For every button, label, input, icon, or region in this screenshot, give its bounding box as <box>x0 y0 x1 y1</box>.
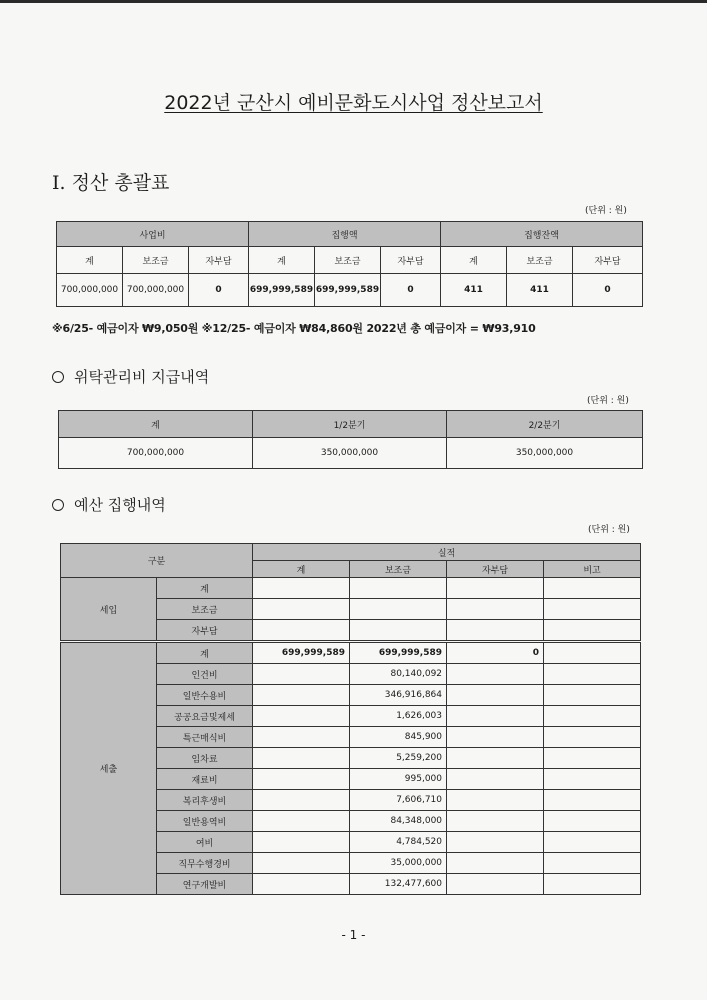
budget-item-label: 인건비 <box>157 664 253 685</box>
budget-self <box>447 874 544 895</box>
mgmt-value: 700,000,000 <box>59 438 253 469</box>
summary-group-header: 집행잔액 <box>441 222 643 247</box>
budget-note <box>544 874 641 895</box>
scan-edge-line <box>0 0 707 3</box>
budget-subsidy <box>350 620 447 642</box>
budget-sub-header: 계 <box>253 561 350 578</box>
circle-bullet-icon <box>52 371 64 383</box>
budget-self: 0 <box>447 642 544 664</box>
budget-total <box>253 769 350 790</box>
section-heading-budget: 예산 집행내역 <box>52 494 166 515</box>
budget-table <box>60 543 641 895</box>
summary-sub-header: 계 <box>441 247 507 274</box>
budget-note <box>544 832 641 853</box>
budget-note <box>544 685 641 706</box>
budget-subsidy: 7,606,710 <box>350 790 447 811</box>
summary-value: 699,999,589 <box>315 274 381 307</box>
budget-total: 699,999,589 <box>253 642 350 664</box>
budget-self <box>447 578 544 599</box>
budget-note <box>544 578 641 599</box>
budget-total <box>253 664 350 685</box>
budget-item-label: 계 <box>157 642 253 664</box>
budget-item-label: 임차료 <box>157 748 253 769</box>
summary-value: 700,000,000 <box>123 274 189 307</box>
budget-subsidy: 845,900 <box>350 727 447 748</box>
summary-sub-header: 자부담 <box>381 247 441 274</box>
summary-sub-header: 보조금 <box>123 247 189 274</box>
budget-total <box>253 811 350 832</box>
budget-actual-header: 실적 <box>253 544 641 561</box>
budget-sub-header: 보조금 <box>350 561 447 578</box>
budget-total <box>253 620 350 642</box>
budget-item-label: 여비 <box>157 832 253 853</box>
budget-note <box>544 642 641 664</box>
budget-total <box>253 706 350 727</box>
section-heading-summary: I. 정산 총괄표 <box>52 172 170 194</box>
budget-group-label: 세출 <box>61 642 157 895</box>
budget-self <box>447 790 544 811</box>
summary-sub-header: 계 <box>57 247 123 274</box>
budget-self <box>447 620 544 642</box>
budget-self <box>447 811 544 832</box>
budget-self <box>447 853 544 874</box>
mgmt-value: 350,000,000 <box>253 438 447 469</box>
budget-item-label: 보조금 <box>157 599 253 620</box>
budget-total <box>253 748 350 769</box>
mgmt-header: 계 <box>59 411 253 438</box>
summary-sub-header: 계 <box>249 247 315 274</box>
budget-subsidy <box>350 599 447 620</box>
mgmt-header: 1/2분기 <box>253 411 447 438</box>
unit-label: (단위 : 원) <box>585 206 627 216</box>
budget-note <box>544 727 641 748</box>
budget-self <box>447 685 544 706</box>
budget-total <box>253 790 350 811</box>
page-number: - 1 - <box>341 928 366 942</box>
table-row <box>61 642 641 664</box>
mgmt-header: 2/2분기 <box>447 411 643 438</box>
budget-total <box>253 832 350 853</box>
unit-label: (단위 : 원) <box>588 525 630 535</box>
table-row <box>61 578 641 599</box>
budget-subsidy: 1,626,003 <box>350 706 447 727</box>
budget-item-label: 특근매식비 <box>157 727 253 748</box>
budget-subsidy: 132,477,600 <box>350 874 447 895</box>
budget-subsidy: 4,784,520 <box>350 832 447 853</box>
budget-total <box>253 727 350 748</box>
budget-subsidy: 5,259,200 <box>350 748 447 769</box>
summary-value: 411 <box>507 274 573 307</box>
budget-self <box>447 599 544 620</box>
summary-group-header: 사업비 <box>57 222 249 247</box>
mgmt-value: 350,000,000 <box>447 438 643 469</box>
budget-item-label: 일반용역비 <box>157 811 253 832</box>
budget-note <box>544 853 641 874</box>
budget-item-label: 일반수용비 <box>157 685 253 706</box>
budget-total <box>253 578 350 599</box>
summary-sub-header: 자부담 <box>189 247 249 274</box>
summary-value: 700,000,000 <box>57 274 123 307</box>
budget-self <box>447 706 544 727</box>
budget-item-label: 복리후생비 <box>157 790 253 811</box>
summary-value: 0 <box>189 274 249 307</box>
budget-item-label: 자부담 <box>157 620 253 642</box>
budget-self <box>447 748 544 769</box>
budget-note <box>544 790 641 811</box>
budget-subsidy: 80,140,092 <box>350 664 447 685</box>
budget-sub-header: 자부담 <box>447 561 544 578</box>
budget-note <box>544 748 641 769</box>
budget-subsidy: 995,000 <box>350 769 447 790</box>
summary-table <box>56 221 643 307</box>
budget-category-header: 구분 <box>61 544 253 578</box>
budget-subsidy <box>350 578 447 599</box>
budget-note <box>544 769 641 790</box>
budget-total <box>253 599 350 620</box>
summary-value: 0 <box>573 274 643 307</box>
summary-sub-header: 보조금 <box>507 247 573 274</box>
unit-label: (단위 : 원) <box>587 396 629 406</box>
budget-item-label: 직무수행경비 <box>157 853 253 874</box>
budget-subsidy: 35,000,000 <box>350 853 447 874</box>
budget-note <box>544 811 641 832</box>
summary-value: 411 <box>441 274 507 307</box>
budget-item-label: 연구개발비 <box>157 874 253 895</box>
budget-subsidy: 84,348,000 <box>350 811 447 832</box>
budget-self <box>447 727 544 748</box>
budget-total <box>253 685 350 706</box>
summary-sub-header: 보조금 <box>315 247 381 274</box>
budget-self <box>447 769 544 790</box>
budget-note <box>544 664 641 685</box>
budget-subsidy: 699,999,589 <box>350 642 447 664</box>
budget-total <box>253 853 350 874</box>
budget-self <box>447 664 544 685</box>
budget-group-label: 세입 <box>61 578 157 642</box>
document-title: 2022년 군산시 예비문화도시사업 정산보고서 <box>164 92 543 114</box>
budget-total <box>253 874 350 895</box>
budget-note <box>544 599 641 620</box>
summary-sub-header: 자부담 <box>573 247 643 274</box>
budget-self <box>447 832 544 853</box>
summary-group-header: 집행액 <box>249 222 441 247</box>
budget-sub-header: 비고 <box>544 561 641 578</box>
interest-note: ※6/25- 예금이자 ₩9,050원 ※12/25- 예금이자 ₩84,860원 2022년 총 예금이자 = ₩93,910 <box>52 322 536 335</box>
budget-note <box>544 620 641 642</box>
summary-value: 0 <box>381 274 441 307</box>
circle-bullet-icon <box>52 499 64 511</box>
budget-item-label: 공공요금및제세 <box>157 706 253 727</box>
section-heading-mgmt: 위탁관리비 지급내역 <box>52 366 209 387</box>
mgmt-fee-table <box>58 410 643 469</box>
budget-item-label: 계 <box>157 578 253 599</box>
summary-value: 699,999,589 <box>249 274 315 307</box>
budget-subsidy: 346,916,864 <box>350 685 447 706</box>
budget-item-label: 재료비 <box>157 769 253 790</box>
budget-note <box>544 706 641 727</box>
